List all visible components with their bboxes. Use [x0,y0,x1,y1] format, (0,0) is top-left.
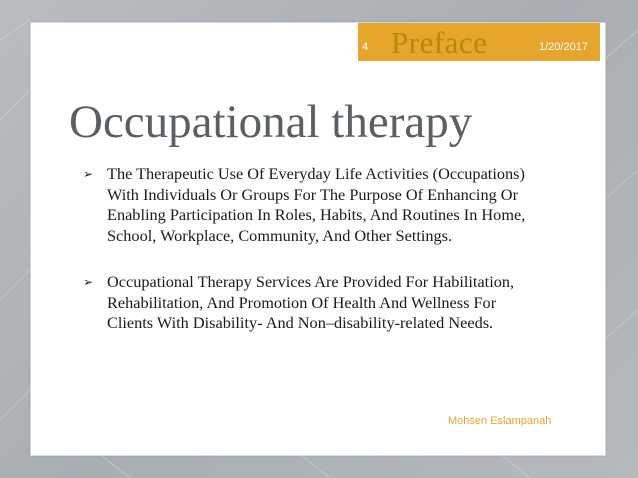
footer-author: Mohsen Eslampanah [448,415,552,427]
arrowhead-bullet-icon: ➢ [83,167,94,181]
arrowhead-bullet-icon: ➢ [83,275,94,289]
slide-title: Occupational therapy [69,96,473,148]
slide-number: 4 [362,41,369,53]
bullet-item [83,272,543,334]
bullet-text: The Therapeutic Use Of Everyday Life Activities (Occupations) With Individuals Or Groups For The Purpose Of Enhancing Or Enabling Participation In Roles, Habits, And Routines In Home, School, Workplace, Community, And Other Settings. [107,164,526,245]
section-title: Preface [391,25,488,60]
slide [30,22,606,456]
bullet-item [83,164,543,246]
bullet-list [83,164,543,334]
slide-date: 1/20/2017 [539,41,588,53]
bullet-text: Occupational Therapy Services Are Provided For Habilitation, Rehabilitation, And Promotion Of Health And Wellness For Clients With Disability- And Non–disability-related Needs. [107,272,515,332]
